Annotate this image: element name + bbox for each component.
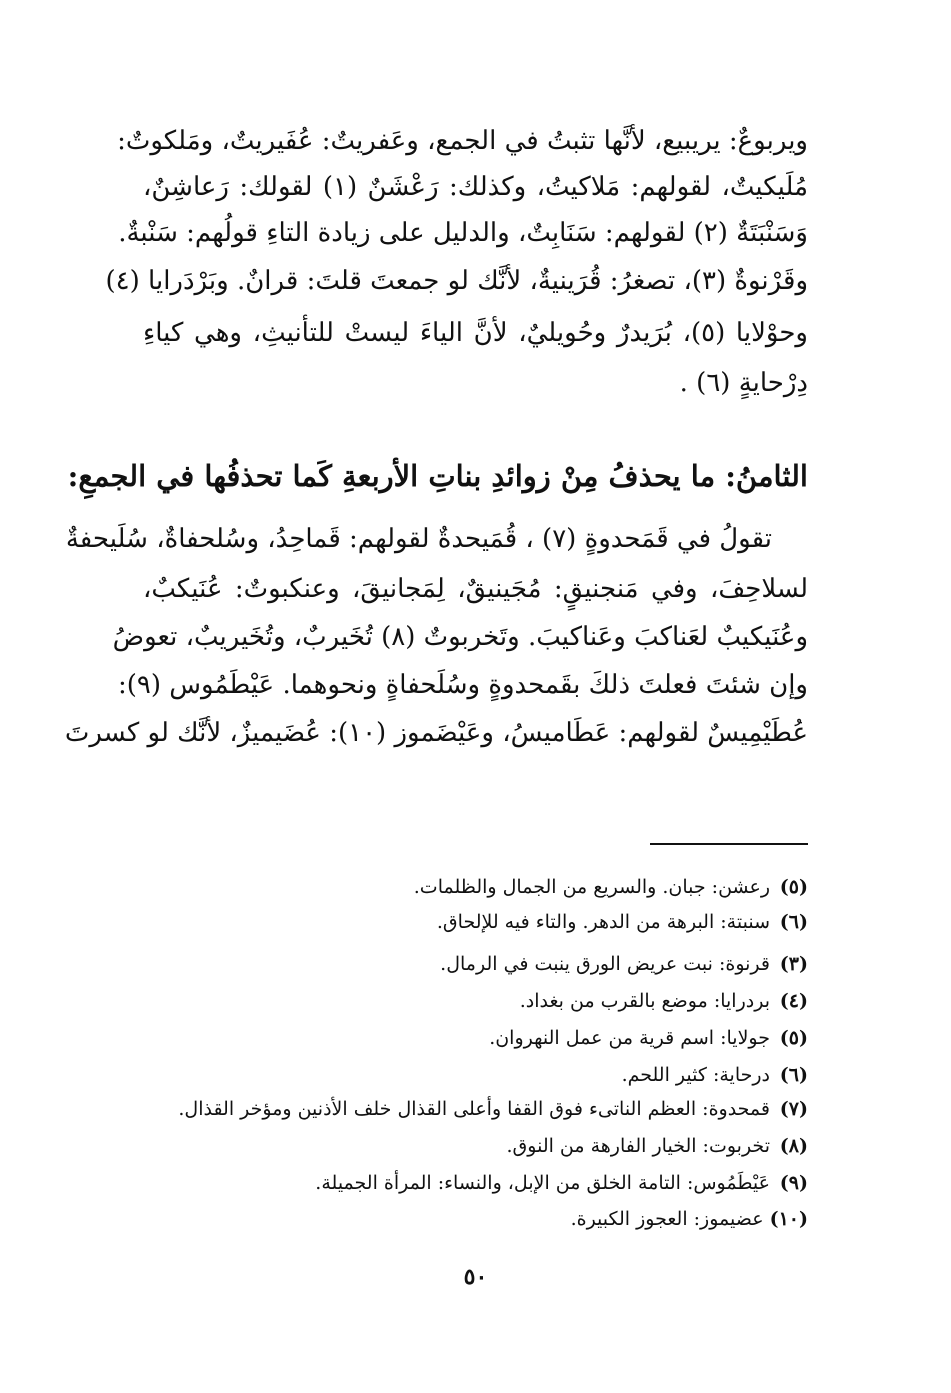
footnote-separator xyxy=(650,843,808,845)
body-line: دِرْحايةٍ (٦) . xyxy=(679,368,808,398)
footnote-number: (٧) xyxy=(779,1098,808,1120)
footnote-number: (٣) xyxy=(779,953,808,975)
footnote-number: (٦) xyxy=(779,1064,808,1086)
body-line: وقَرْنوةٌ (٣)، تصغرُ: قُرَينيةٌ، لأنَّك لو جمعتَ قلتَ: قرانٌ. وبَرْدَرايا (٤) xyxy=(105,266,808,296)
footnote xyxy=(108,872,808,902)
footnote xyxy=(108,1131,808,1161)
footnote xyxy=(108,1094,808,1124)
footnote xyxy=(108,986,808,1016)
page-number: ٥٠ xyxy=(463,1264,488,1290)
footnote-number: (٥) xyxy=(779,1027,808,1049)
footnote-number: (٩) xyxy=(779,1172,808,1194)
footnote-number: (٦) xyxy=(779,911,808,933)
body-line: تقولُ في قَمَحدوةٍ (٧) ، قُمَيحدةٌ لقولهم: قَماحِدُ، وسُلحفاةٌ، سُلَيحفةٌ xyxy=(65,524,772,554)
footnote-number: (٤) xyxy=(779,990,808,1012)
footnote-text: سنبتة: البرهة من الدهر. والتاء فيه للإلحاق. xyxy=(436,911,770,933)
footnote-text: قمحدوة: العظم الناتىء فوق القفا وأعلى القذال خلف الأذنين ومؤخر القذال. xyxy=(178,1098,770,1120)
footnote-text: جولايا: اسم قرية من عمل النهروان. xyxy=(489,1027,770,1049)
footnote-text: بردرايا: موضع بالقرب من بغداد. xyxy=(519,990,770,1012)
footnote-number: (٨) xyxy=(779,1135,808,1157)
body-line: وإن شئتَ فعلتَ ذلكَ بقَمحدوةٍ وسُلَحفاةٍ ونحوهما. عَيْطَمُوس (٩): xyxy=(118,670,808,700)
body-line: مُلَيكيتٌ، لقولهم: مَلاكيتُ، وكذلك: رَعْشَنٌ (١) لقولك: رَعاشِنٌ، xyxy=(143,172,809,202)
footnote xyxy=(108,949,808,979)
footnote xyxy=(108,1023,808,1053)
footnote-text: قرنوة: نبت عريض الورق ينبت في الرمال. xyxy=(440,953,770,975)
footnote-number: (١٠) xyxy=(769,1208,808,1230)
body-line: وعُنَيكيبٌ لعَناكبَ وعَناكيبَ. وتَخربوتٌ (٨) تُخَيربٌ، وتُخَيريبٌ، تعوضُ xyxy=(112,622,808,652)
body-line: وَسَنْبَتَةٌ (٢) لقولهم: سَنَابِتٌ، والدليل على زيادة التاءِ قولُهم: سَنْبةٌ. xyxy=(118,218,808,248)
footnote xyxy=(108,1060,808,1090)
footnote-text: درحاية: كثير اللحم. xyxy=(621,1064,770,1086)
footnote xyxy=(108,907,808,937)
footnote xyxy=(108,1204,808,1234)
footnote-text: عَيْطَمُوس: التامة الخلق من الإبل، والنساء: المرأة الجميلة. xyxy=(315,1172,770,1194)
footnote-text: عضيموز: العجوز الكبيرة. xyxy=(570,1208,764,1230)
section-heading: الثامنُ: ما يحذفُ مِنْ زوائدِ بناتِ الأربعةِ كَما تحذفُها في الجمعِ: xyxy=(67,459,808,493)
footnote-number: (٥) xyxy=(779,876,808,898)
body-line: لسلاحِفَ، وفي مَنجنيقٍ: مُجَينيقٌ، لِمَجانيقَ، وعنكبوتٌ: عُنَيكبٌ، xyxy=(143,574,808,604)
footnote-text: رعشن: جبان. والسريع من الجمال والظلمات. xyxy=(413,876,770,898)
body-line: ويربوعٌ: يريبيع، لأنَّها تثبتُ في الجمع، وعَفريتٌ: عُفَيريتٌ، ومَلكوتٌ: xyxy=(117,126,808,156)
footnote-text: تخربوت: الخيار الفارهة من النوق. xyxy=(506,1135,770,1157)
body-line: وحوْلايا (٥)، بُرَيدرٌ وحُويليٌ، لأنَّ الياءَ ليستْ للتأنيثِ، وهي كياءِ xyxy=(143,318,808,348)
body-line: عُطَيْمِيسٌ لقولهم: عَطَاميسُ، وعَيْضَموز (١٠): عُضَيميزٌ، لأنَّك لو كسرتَ xyxy=(64,718,808,748)
footnote xyxy=(108,1168,808,1198)
